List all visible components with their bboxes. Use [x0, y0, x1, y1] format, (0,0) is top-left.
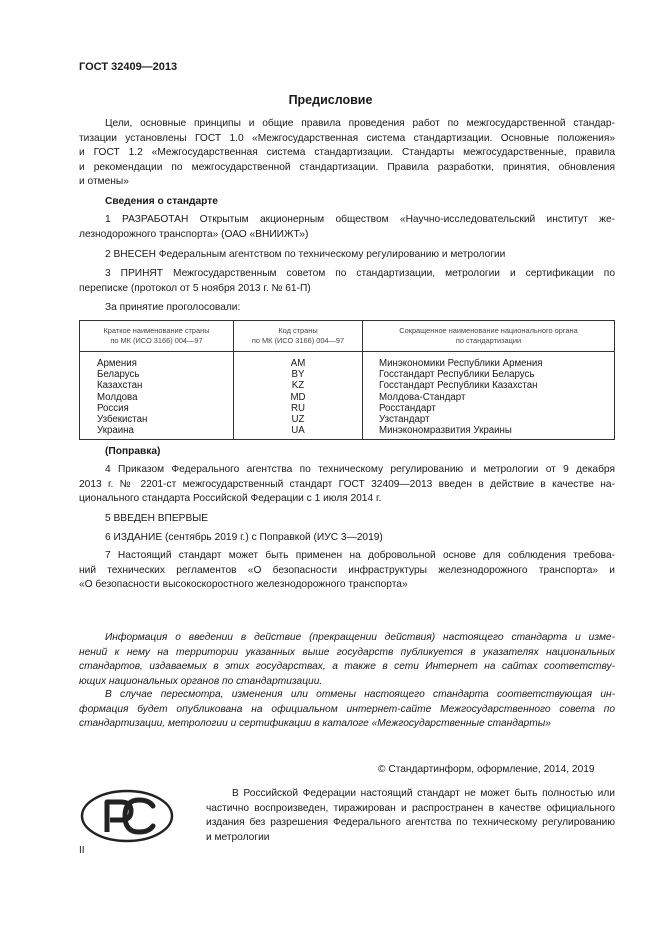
country-cell: Россия [80, 403, 234, 414]
item-7 [79, 549, 615, 593]
text-line: 3 ПРИНЯТ Межгосударственным советом по стандартизации, метрологии и сертификации по [105, 268, 615, 279]
table-row [80, 369, 615, 380]
text-line: ний технических регламентов «О безопасности инфраструктуры железнодорожного транспорта» и [79, 564, 615, 576]
voted-label: За принятие проголосовали: [105, 302, 241, 313]
text-line: ционального стандарта Российской Федерации с 1 июля 2014 г. [79, 493, 382, 505]
section-heading: Сведения о стандарте [105, 196, 218, 207]
text-line: лезнодорожного транспорта» (ОАО «ВНИИЖТ») [79, 228, 309, 240]
authority-cell: Госстандарт Республики Беларусь [363, 369, 615, 380]
country-cell: Молдова [80, 392, 234, 403]
authority-cell: Минэкономразвития Украины [363, 425, 615, 440]
amendment-label: (Поправка) [105, 446, 161, 457]
text-line: и ГОСТ 1.2 «Межгосударственная система стандартизации. Стандарты межгосударственные, правила [79, 147, 615, 159]
code-cell: AM [234, 352, 363, 370]
text-line: стандартов, издаваемых в этих государствах, а также в сети Интернет на сайтах соответству- [79, 661, 615, 673]
table-row [80, 414, 615, 425]
voting-table [79, 320, 615, 440]
code-cell: BY [234, 369, 363, 380]
reproduction-notice [206, 787, 615, 845]
item-6: 6 ИЗДАНИЕ (сентябрь 2019 г.) с Поправкой (ИУС 3—2019) [105, 532, 383, 543]
column-header-code: Код страны по МК (ИСО 3166) 004—97 [234, 321, 363, 352]
text-line: Цели, основные принципы и общие правила проведения работ по межгосударственной стандар- [105, 118, 615, 129]
country-cell: Армения [80, 352, 234, 370]
text-line: тизации установлены ГОСТ 1.0 «Межгосударственная система стандартизации. Основные положения» [79, 132, 615, 144]
country-cell: Казахстан [80, 380, 234, 391]
text-line: формация будет опубликована на официальном интернет-сайте Межгосударственного совета по [79, 703, 615, 715]
text-line: Информация о введении в действие (прекращении действия) настоящего стандарта и изме- [105, 632, 615, 643]
authority-cell: Молдова-Стандарт [363, 392, 615, 403]
text-line: нений к нему на территории указанных выше государств публикуется в указателях национальных [79, 646, 615, 658]
page-number: II [79, 845, 85, 856]
code-cell: KZ [234, 380, 363, 391]
authority-cell: Росстандарт [363, 403, 615, 414]
code-cell: UZ [234, 414, 363, 425]
table-row [80, 352, 615, 370]
text-line: 4 Приказом Федерального агентства по техническому регулированию и метрологии от 9 декабря [105, 464, 615, 475]
text-line: 7 Настоящий стандарт может быть применен на добровольной основе для соблюдения требова- [105, 550, 615, 561]
authority-cell: Госстандарт Республики Казахстан [363, 380, 615, 391]
item-2: 2 ВНЕСЕН Федеральным агентством по техническому регулированию и метрологии [105, 249, 506, 260]
text-line: В Российской Федерации настоящий стандарт не может быть полностью или [232, 788, 615, 799]
text-line: 2013 г. № 2201-ст межгосударственный стандарт ГОСТ 32409—2013 введен в действие в качестве на- [79, 478, 615, 490]
code-cell: UA [234, 425, 363, 440]
text-line: и рекомендации по межгосударственной стандартизации. Правила разработки, принятия, обновления [79, 161, 615, 173]
revision-paragraph-italic [79, 688, 615, 732]
standard-code: ГОСТ 32409—2013 [79, 61, 178, 73]
authority-cell: Минэкономики Республики Армения [363, 352, 615, 370]
text-line: ющих национальных органов по стандартизации. [79, 675, 323, 687]
table-row [80, 380, 615, 391]
table-row [80, 392, 615, 403]
table-row [80, 403, 615, 414]
column-header-country: Краткое наименование страны по МК (ИСО 3166) 004—97 [80, 321, 234, 352]
text-line: В случае пересмотра, изменения или отмены настоящего стандарта соответствующая ин- [105, 689, 615, 700]
country-cell: Узбекистан [80, 414, 234, 425]
text-line: и отмены» [79, 176, 129, 188]
text-line: издания без разрешения Федерального агентства по техническому регулированию [206, 817, 615, 829]
text-line: 1 РАЗРАБОТАН Открытым акционерным обществом «Научно-исследовательский институт же- [105, 214, 615, 225]
item-1 [79, 213, 615, 242]
country-cell: Украина [80, 425, 234, 440]
text-line: и метрологии [206, 831, 270, 843]
authority-cell: Узстандарт [363, 414, 615, 425]
text-line: стандартизации, метрологии и сертификации в каталоге «Межгосударственные стандарты» [79, 718, 551, 730]
info-paragraph-italic [79, 631, 615, 689]
text-line: переписке (протокол от 5 ноября 2013 г. № 61-П) [79, 282, 311, 294]
country-cell: Беларусь [80, 369, 234, 380]
item-3 [79, 267, 615, 296]
table-row [80, 425, 615, 440]
item-5: 5 ВВЕДЕН ВПЕРВЫЕ [105, 513, 209, 524]
code-cell: RU [234, 403, 363, 414]
column-header-authority: Сокращенное наименование национального органа по стандартизации [363, 321, 615, 352]
item-4 [79, 463, 615, 507]
preface-paragraph [79, 117, 615, 190]
code-cell: MD [234, 392, 363, 403]
table-header-row [80, 321, 615, 352]
text-line: частично воспроизведен, тиражирован и распространен в качестве официального [206, 802, 615, 814]
copyright-line: © Стандартинформ, оформление, 2014, 2019 [378, 764, 595, 775]
page-title: Предисловие [288, 93, 373, 107]
text-line: «О безопасности высокоскоростного железнодорожного транспорта» [79, 579, 408, 591]
rst-certification-mark-icon [79, 788, 175, 844]
